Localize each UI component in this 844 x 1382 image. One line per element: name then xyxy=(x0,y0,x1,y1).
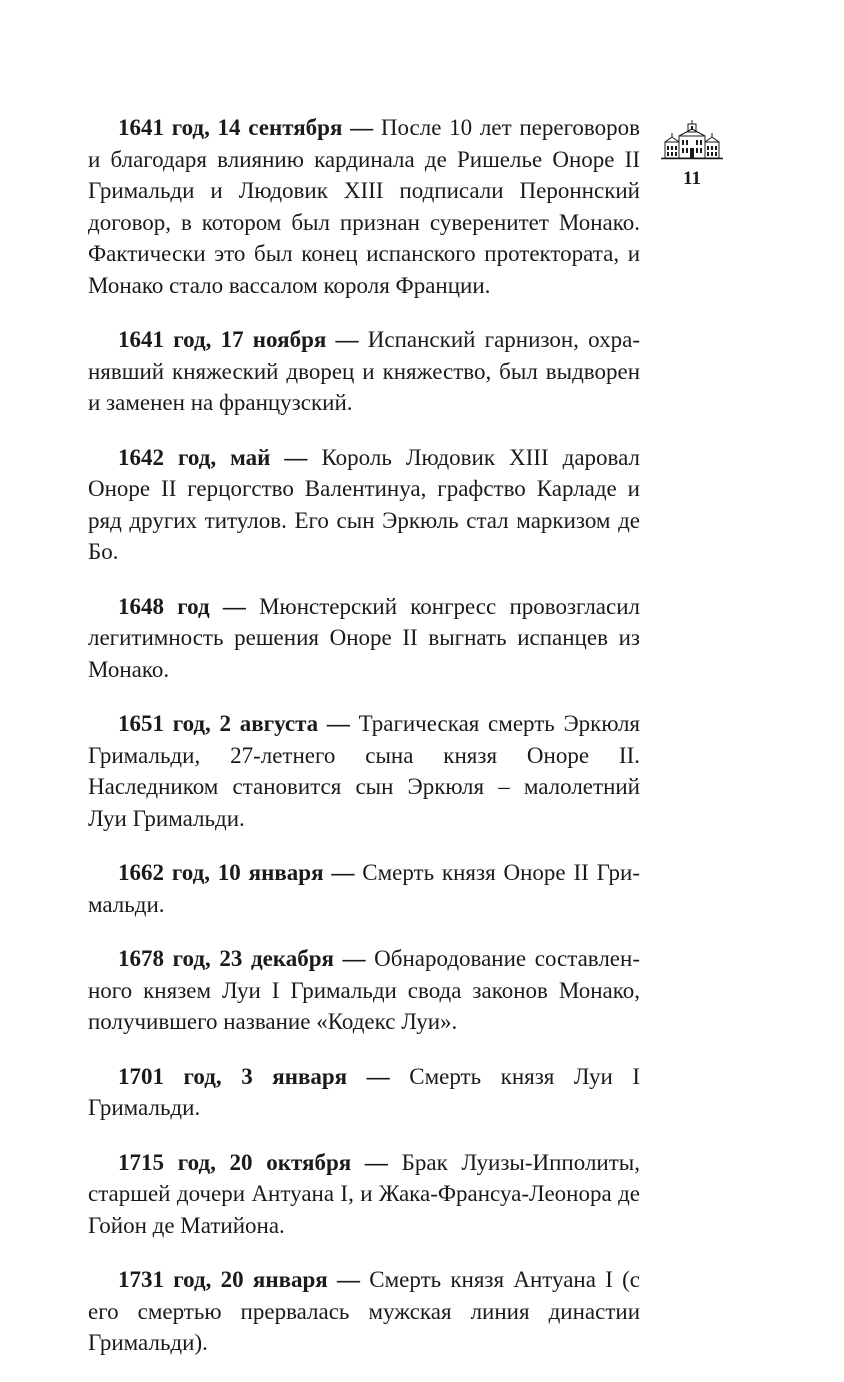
entry-text: Смерть князя Антуана I (с его смертью прервалась мужская линия династии Гримальди). xyxy=(88,1267,640,1355)
chronology-entry xyxy=(88,857,640,920)
chronology-entry xyxy=(88,1264,640,1359)
chronology-entry xyxy=(88,943,640,1038)
chronology-entry xyxy=(88,708,640,834)
entry-date: 1731 год, 20 января — xyxy=(118,1267,360,1292)
entry-text: После 10 лет переговоров и благодаря влиянию кардинала де Ришелье Оноре II Гримальди и Людовик XIII подписали Пероннский договор, в котором был признан суверенитет Монако. Фактически это был конец испанского протектората, и Монако стало вассалом короля Франции. xyxy=(88,115,640,298)
entry-text: Король Людовик XIII даровал Оноре II герцогство Валентинуа, графство Карладе и ряд других титулов. Его сын Эркюль стал маркизом де Бо. xyxy=(88,444,640,564)
entry-text: Трагическая смерть Эркюля Гримальди, 27-летнего сына князя Оноре II. Наследником становится сын Эркюля – малолетний Луи Гримальди. xyxy=(88,711,640,831)
palace-icon xyxy=(661,120,723,160)
entry-date: 1715 год, 20 октября — xyxy=(118,1149,388,1175)
entry-text: Испанский гарнизон, охранявший княжеский дворец и княжество, был выдворен и заменен на французский. xyxy=(88,327,640,415)
chronology-entry xyxy=(88,591,640,686)
entry-date: 1641 год, 14 сентября — xyxy=(118,115,374,140)
page-number: 11 xyxy=(683,168,701,189)
entry-text: Смерть князя Оноре II Гримальди. xyxy=(88,860,640,917)
chronology-entry xyxy=(88,324,640,419)
chronology-entry xyxy=(88,1061,640,1124)
entry-date: 1642 год, май — xyxy=(118,444,308,470)
chronology-entry xyxy=(88,1147,640,1242)
entry-date: 1701 год, 3 января — xyxy=(118,1063,390,1089)
entry-date: 1662 год, 10 января — xyxy=(118,860,355,885)
entry-text: Мюнстерский конгресс провозгласил легитимность решения Оноре II выгнать испанцев из Монако. xyxy=(88,593,640,682)
entry-date: 1648 год — xyxy=(118,593,246,619)
entry-text: Брак Луизы-Ипполиты, старшей дочери Антуана I, и Жака-Франсуа-Леонора де Гойон де Матийона. xyxy=(88,1149,640,1238)
chronology-entry xyxy=(88,442,640,568)
page-text xyxy=(88,112,640,1382)
chronology-entry xyxy=(88,112,640,301)
entry-date: 1641 год, 17 ноября — xyxy=(118,327,359,352)
entry-text: Смерть князя Луи I Гримальди. xyxy=(88,1063,640,1120)
entry-date: 1651 год, 2 августа — xyxy=(118,711,350,736)
entry-date: 1678 год, 23 декабря — xyxy=(118,946,366,971)
entry-text: Обнародование составленного князем Луи I Гримальди свода законов Монако, получившего название «Кодекс Луи». xyxy=(88,946,640,1034)
